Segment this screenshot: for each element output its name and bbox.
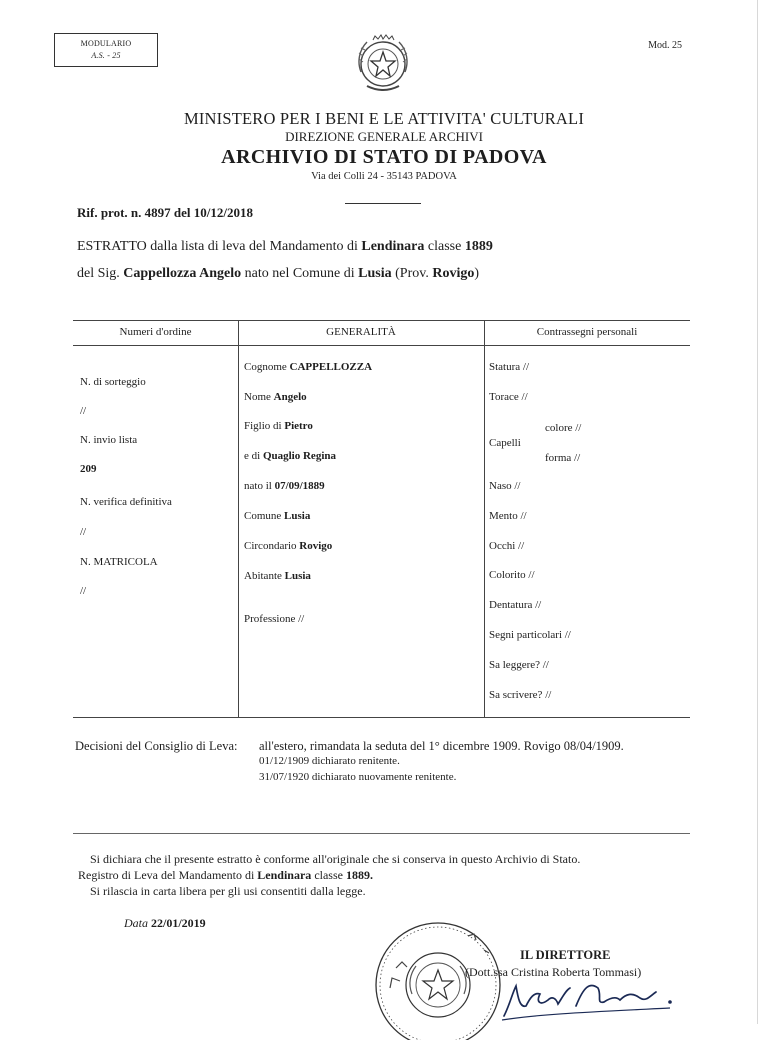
field-label: nato il bbox=[244, 480, 275, 492]
field-label: e di bbox=[244, 450, 263, 462]
dichiarazione-classe: 1889. bbox=[345, 868, 373, 882]
director-name: (Dott.ssa Cristina Roberta Tommasi) bbox=[465, 965, 642, 979]
occhi-field: Occhi // bbox=[489, 540, 525, 552]
invio-label: N. invio lista bbox=[80, 434, 138, 446]
mento-field: Mento // bbox=[489, 510, 527, 522]
field-label: Nome bbox=[244, 391, 274, 403]
abitante-field bbox=[244, 570, 311, 582]
issue-date bbox=[124, 916, 206, 931]
table-bottom-rule bbox=[73, 717, 690, 718]
person-name: Cappellozza Angelo bbox=[123, 266, 242, 281]
header-generalita: GENERALITÀ bbox=[326, 326, 396, 338]
nome-field bbox=[244, 391, 307, 403]
capelli-colore-field: colore // bbox=[545, 422, 582, 434]
decisioni-label: Decisioni del Consiglio di Leva: bbox=[75, 739, 238, 753]
table-column-divider bbox=[238, 320, 239, 717]
madre-value: Quaglio Regina bbox=[262, 450, 336, 462]
segni-particolari-field: Segni particolari // bbox=[489, 629, 571, 641]
decisione-riga-3: 31/07/1920 dichiarato nuovamente renitente. bbox=[259, 771, 457, 783]
naso-field: Naso // bbox=[489, 480, 521, 492]
circondario-field bbox=[244, 540, 332, 552]
matricola-value: // bbox=[80, 585, 87, 597]
extract-text: nato nel Comune di bbox=[241, 266, 359, 281]
director-signature bbox=[500, 976, 690, 1022]
header-numeri-ordine: Numeri d'ordine bbox=[119, 326, 192, 338]
director-title: IL DIRETTORE bbox=[520, 948, 611, 962]
extract-text: ESTRATTO dalla lista di leva del Mandamento di bbox=[77, 239, 362, 254]
province: Rovigo bbox=[432, 266, 475, 281]
colorito-field: Colorito // bbox=[489, 569, 535, 581]
field-label: Figlio di bbox=[244, 420, 285, 432]
direzione-heading: DIREZIONE GENERALE ARCHIVI bbox=[285, 129, 483, 144]
header-contrassegni: Contrassegni personali bbox=[536, 326, 638, 338]
modulario-code: A.S. - 25 bbox=[91, 51, 121, 60]
verifica-label: N. verifica definitiva bbox=[80, 496, 172, 508]
modulario-box bbox=[54, 33, 158, 67]
extract-text: (Prov. bbox=[391, 266, 433, 281]
field-label: Abitante bbox=[244, 570, 285, 582]
archivio-title: ARCHIVIO DI STATO DI PADOVA bbox=[221, 146, 547, 168]
statura-field: Statura // bbox=[489, 361, 530, 373]
mandamento: Lendinara bbox=[361, 239, 425, 254]
dichiarazione-text: classe bbox=[311, 868, 346, 882]
dichiarazione-riga-3: Si rilascia in carta libera per gli usi consentiti dalla legge. bbox=[90, 884, 366, 898]
dichiarazione-mandamento: Lendinara bbox=[257, 868, 312, 882]
header-rule bbox=[345, 203, 421, 204]
date-label: Data bbox=[124, 916, 151, 930]
verifica-value: // bbox=[80, 526, 87, 538]
modulario-label: MODULARIO bbox=[80, 39, 132, 48]
classe: 1889 bbox=[464, 239, 493, 254]
extract-line-1 bbox=[77, 239, 493, 255]
date-value: 22/01/2019 bbox=[151, 916, 206, 930]
table-top-rule bbox=[73, 320, 690, 321]
field-label: Circondario bbox=[244, 540, 300, 552]
madre-field bbox=[244, 450, 336, 462]
capelli-forma-field: forma // bbox=[545, 452, 581, 464]
ministry-heading: MINISTERO PER I BENI E LE ATTIVITA' CULTURALI bbox=[183, 109, 585, 128]
circondario-value: Rovigo bbox=[299, 540, 333, 552]
professione-field: Professione // bbox=[244, 613, 305, 625]
sa-leggere-field: Sa leggere? // bbox=[489, 659, 549, 671]
field-label: Cognome bbox=[244, 361, 290, 373]
nascita-field bbox=[244, 480, 325, 492]
sa-scrivere-field: Sa scrivere? // bbox=[489, 689, 552, 701]
section-rule bbox=[73, 833, 690, 834]
dichiarazione-riga-2 bbox=[78, 868, 373, 883]
cognome-value: CAPPELLOZZA bbox=[289, 361, 373, 373]
extract-text: del Sig. bbox=[77, 266, 124, 281]
matricola-label: N. MATRICOLA bbox=[80, 556, 158, 568]
extract-text: ) bbox=[474, 266, 480, 281]
italian-republic-emblem bbox=[353, 32, 413, 96]
archivio-address: Via dei Colli 24 - 35143 PADOVA bbox=[311, 171, 457, 182]
birth-comune: Lusia bbox=[358, 266, 392, 281]
table-column-divider bbox=[484, 320, 485, 717]
invio-value: 209 bbox=[80, 463, 97, 475]
comune-field bbox=[244, 510, 310, 522]
decisione-riga-2: 01/12/1909 dichiarato renitente. bbox=[259, 755, 400, 767]
extract-text: classe bbox=[424, 239, 465, 254]
decisione-riga-1: all'estero, rimandata la seduta del 1° dicembre 1909. Rovigo 08/04/1909. bbox=[259, 739, 624, 753]
dichiarazione-text: Registro di Leva del Mandamento di bbox=[78, 868, 258, 882]
padre-value: Pietro bbox=[284, 420, 313, 432]
mod-code: Mod. 25 bbox=[648, 40, 682, 51]
comune-value: Lusia bbox=[284, 510, 311, 522]
protocol-reference: Rif. prot. n. 4897 del 10/12/2018 bbox=[77, 205, 253, 220]
abitante-value: Lusia bbox=[284, 570, 311, 582]
capelli-field: Capelli bbox=[489, 437, 521, 449]
torace-field: Torace // bbox=[489, 391, 528, 403]
sorteggio-value: // bbox=[80, 405, 87, 417]
nome-value: Angelo bbox=[273, 391, 307, 403]
sorteggio-label: N. di sorteggio bbox=[80, 376, 146, 388]
padre-field bbox=[244, 420, 313, 432]
cognome-field bbox=[244, 361, 372, 373]
dichiarazione-riga-1: Si dichiara che il presente estratto è conforme all'originale che si conserva in questo Archivio di Stato. bbox=[90, 852, 581, 866]
table-header-rule bbox=[73, 345, 690, 346]
field-label: Comune bbox=[244, 510, 285, 522]
dentatura-field: Dentatura // bbox=[489, 599, 542, 611]
nascita-value: 07/09/1889 bbox=[274, 480, 325, 492]
extract-line-2 bbox=[77, 266, 479, 282]
